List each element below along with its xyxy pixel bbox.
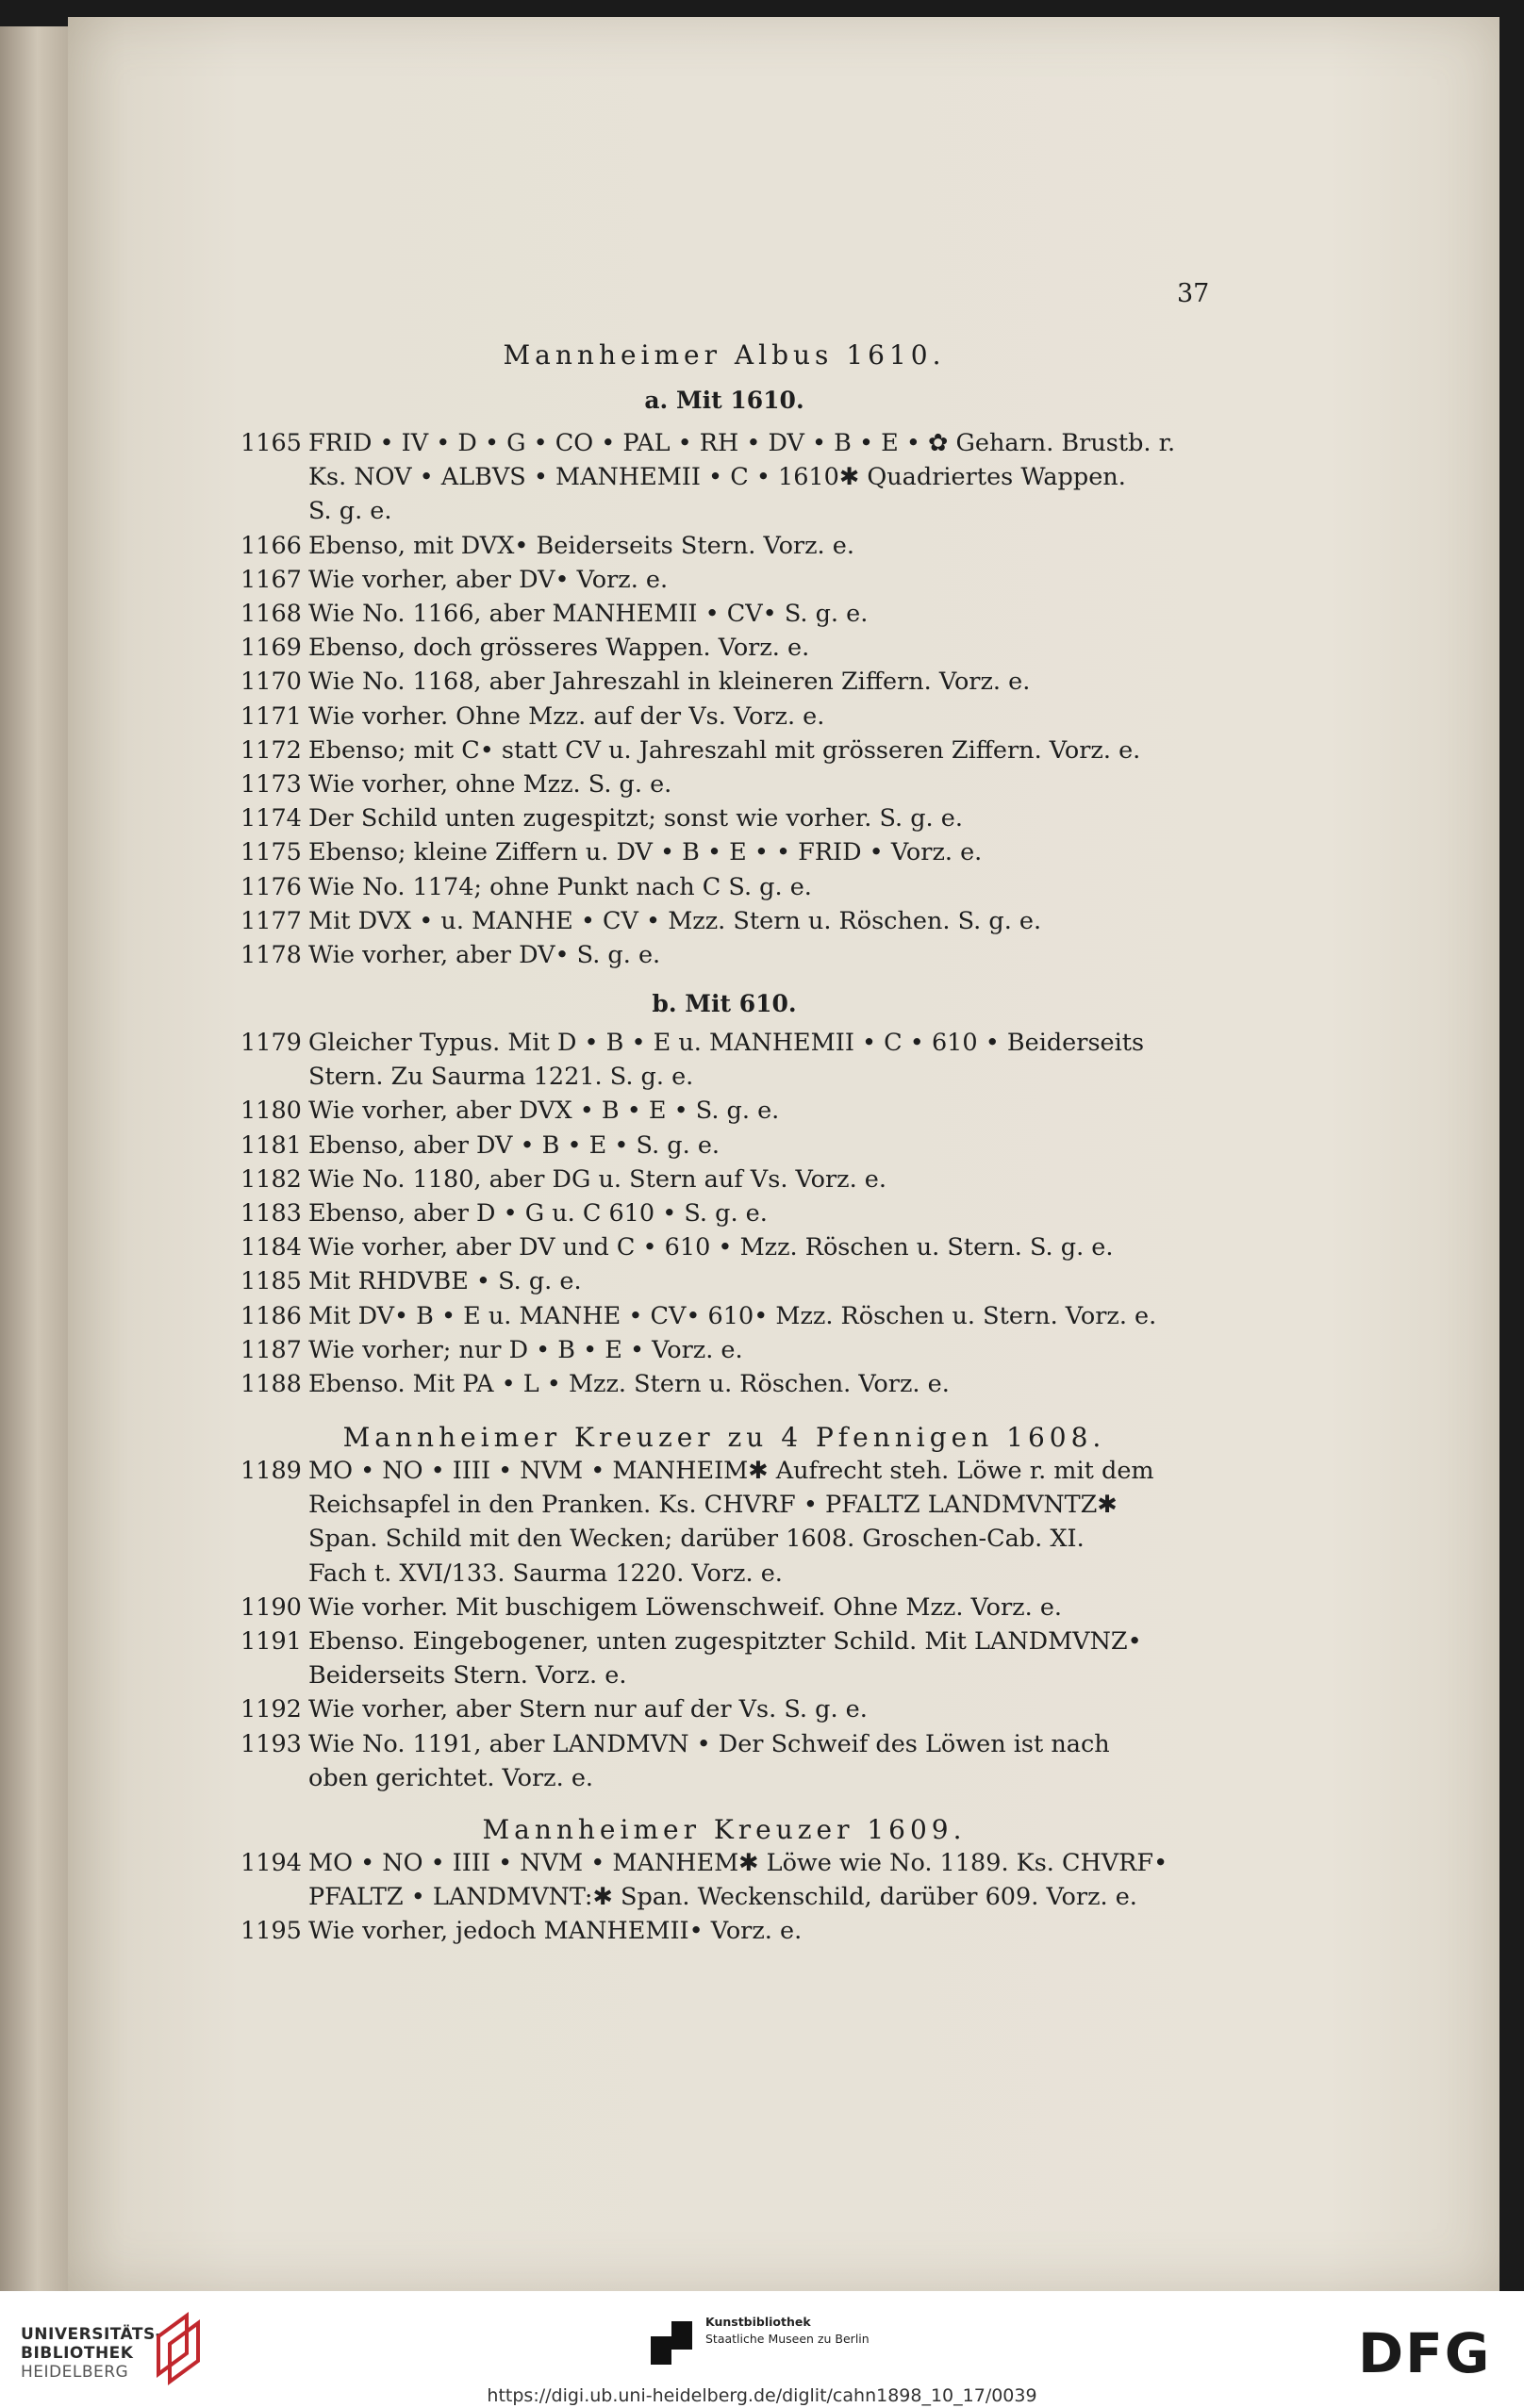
entry-text-line: Ebenso, aber D • G u. C 610 • S. g. e. xyxy=(308,1199,768,1228)
entry-text-line: MO • NO • IIII • NVM • MANHEM✱ Löwe wie No. 1189. Ks. CHVRF• xyxy=(308,1849,1168,1877)
entry-number: 1182 xyxy=(240,1164,302,1194)
page-number: 37 xyxy=(1177,279,1210,308)
entry-text-line: Wie vorher, ohne Mzz. S. g. e. xyxy=(308,770,672,799)
entry-number: 1195 xyxy=(240,1917,302,1946)
entry-text-line: Wie No. 1191, aber LANDMVN • Der Schweif des Löwen ist nach xyxy=(308,1729,1110,1758)
entry-number: 1172 xyxy=(240,735,302,765)
dfg-logo[interactable]: DFG xyxy=(1358,2321,1492,2385)
entry-number: 1180 xyxy=(240,1097,302,1126)
entry-number: 1183 xyxy=(240,1199,302,1228)
entry-text-line: Wie vorher, jedoch MANHEMII• Vorz. e. xyxy=(308,1917,803,1946)
entry-text-line: Gleicher Typus. Mit D • B • E u. MANHEMII • C • 610 • Beiderseits xyxy=(308,1029,1145,1057)
entry-text-line: Ks. NOV • ALBVS • MANHEMII • C • 1610✱ Quadriertes Wappen. xyxy=(308,463,1126,492)
kunstbibliothek-icon xyxy=(651,2319,698,2367)
entry-text-line: Stern. Zu Saurma 1221. S. g. e. xyxy=(308,1063,694,1092)
subsection-mit-1610: a. Mit 1610. xyxy=(644,387,804,414)
entry-text-line: MO • NO • IIII • NVM • MANHEIM✱ Aufrecht steh. Löwe r. mit dem xyxy=(308,1457,1154,1485)
entry-text-line: Wie vorher, aber DV• Vorz. e. xyxy=(308,565,669,594)
entry-number: 1194 xyxy=(240,1849,302,1877)
entry-text-line: S. g. e. xyxy=(308,497,392,526)
kunstbibliothek-logo[interactable] xyxy=(705,2314,870,2348)
entry-number: 1169 xyxy=(240,634,302,663)
entry-number: 1178 xyxy=(240,941,302,969)
entry-number: 1171 xyxy=(240,701,302,731)
entry-text-line: Fach t. XVI/133. Saurma 1220. Vorz. e. xyxy=(308,1559,783,1588)
entry-number: 1174 xyxy=(240,804,302,833)
entry-number: 1193 xyxy=(240,1729,302,1758)
entry-number: 1170 xyxy=(240,668,302,697)
entry-text-line: Ebenso; kleine Ziffern u. DV • B • E • • FRID • Vorz. e. xyxy=(308,838,983,867)
entry-number: 1173 xyxy=(240,770,302,799)
entry-text-line: Wie vorher, aber DVX • B • E • S. g. e. xyxy=(308,1097,780,1126)
section-title-kreuzer-1608: Mannheimer Kreuzer zu 4 Pfennigen 1608. xyxy=(342,1422,1106,1453)
entry-number: 1187 xyxy=(240,1335,302,1364)
entry-text-line: Wie No. 1168, aber Jahreszahl in kleineren Ziffern. Vorz. e. xyxy=(308,668,1031,697)
entry-number: 1175 xyxy=(240,838,302,867)
entry-number: 1184 xyxy=(240,1233,302,1262)
entry-number: 1188 xyxy=(240,1370,302,1398)
entry-text-line: oben gerichtet. Vorz. e. xyxy=(308,1763,594,1792)
entry-text-line: PFALTZ • LANDMVNT:✱ Span. Weckenschild, darüber 609. Vorz. e. xyxy=(308,1883,1137,1912)
library-name-line2: BIBLIOTHEK xyxy=(21,2344,134,2363)
entry-text-line: Wie vorher; nur D • B • E • Vorz. e. xyxy=(308,1335,743,1364)
entry-text-line: Wie vorher, aber Stern nur auf der Vs. S. g. e. xyxy=(308,1695,868,1724)
entry-text-line: Reichsapfel in den Pranken. Ks. CHVRF • PFALTZ LANDMVNTZ✱ xyxy=(308,1491,1118,1520)
entry-number: 1191 xyxy=(240,1627,302,1656)
entry-text-line: Wie No. 1174; ohne Punkt nach C S. g. e. xyxy=(308,872,812,901)
entry-text-line: Wie vorher, aber DV und C • 610 • Mzz. Röschen u. Stern. S. g. e. xyxy=(308,1233,1114,1262)
entry-text-line: Ebenso. Mit PA • L • Mzz. Stern u. Röschen. Vorz. e. xyxy=(308,1370,950,1398)
entry-text-line: Ebenso, aber DV • B • E • S. g. e. xyxy=(308,1130,721,1160)
source-url[interactable]: https://digi.ub.uni-heidelberg.de/diglit/cahn1898_10_17/0039 xyxy=(487,2385,1037,2406)
entry-text-line: FRID • IV • D • G • CO • PAL • RH • DV • B • E • ✿ Geharn. Brustb. r. xyxy=(308,429,1176,457)
entry-text-line: Ebenso; mit C• statt CV u. Jahreszahl mit grösseren Ziffern. Vorz. e. xyxy=(308,735,1141,765)
entry-number: 1189 xyxy=(240,1457,302,1485)
entry-number: 1192 xyxy=(240,1695,302,1724)
entry-number: 1167 xyxy=(240,565,302,594)
entry-number: 1181 xyxy=(240,1130,302,1160)
entry-text-line: Wie vorher. Mit buschigem Löwenschweif. Ohne Mzz. Vorz. e. xyxy=(308,1592,1063,1622)
entry-text-line: Ebenso, mit DVX• Beiderseits Stern. Vorz. e. xyxy=(308,531,854,560)
entry-text-line: Wie No. 1180, aber DG u. Stern auf Vs. Vorz. e. xyxy=(308,1164,886,1194)
entry-number: 1168 xyxy=(240,600,302,628)
library-mark-icon xyxy=(149,2308,215,2389)
entry-text-line: Mit DV• B • E u. MANHE • CV• 610• Mzz. Röschen u. Stern. Vorz. e. xyxy=(308,1301,1157,1330)
entry-number: 1166 xyxy=(240,531,302,560)
entry-number: 1185 xyxy=(240,1267,302,1296)
library-name-line3: HEIDELBERG xyxy=(21,2363,129,2382)
entry-number: 1165 xyxy=(240,429,302,457)
library-name-line1: UNIVERSITÄTS- xyxy=(21,2325,163,2344)
entry-number: 1186 xyxy=(240,1301,302,1330)
entry-text-line: Beiderseits Stern. Vorz. e. xyxy=(308,1661,627,1691)
entry-text-line: Wie vorher. Ohne Mzz. auf der Vs. Vorz. e. xyxy=(308,701,825,731)
entry-text-line: Der Schild unten zugespitzt; sonst wie vorher. S. g. e. xyxy=(308,804,963,833)
entry-number: 1177 xyxy=(240,906,302,935)
section-title-kreuzer-1609: Mannheimer Kreuzer 1609. xyxy=(482,1814,967,1845)
entry-text-line: Mit DVX • u. MANHE • CV • Mzz. Stern u. Röschen. S. g. e. xyxy=(308,906,1042,935)
entry-number: 1176 xyxy=(240,872,302,901)
entry-text-line: Mit RHDVBE • S. g. e. xyxy=(308,1267,582,1296)
kb-subtitle: Staatliche Museen zu Berlin xyxy=(705,2332,870,2346)
entry-text-line: Ebenso, doch grösseres Wappen. Vorz. e. xyxy=(308,634,810,663)
entry-text-line: Wie vorher, aber DV• S. g. e. xyxy=(308,941,661,969)
entry-text-line: Ebenso. Eingebogener, unten zugespitzter Schild. Mit LANDMVNZ• xyxy=(308,1627,1142,1656)
entry-text-line: Span. Schild mit den Wecken; darüber 1608. Groschen-Cab. XI. xyxy=(308,1525,1085,1554)
entry-number: 1179 xyxy=(240,1029,302,1057)
kb-name: Kunstbibliothek xyxy=(705,2315,811,2329)
subsection-mit-610: b. Mit 610. xyxy=(652,990,797,1017)
entry-number: 1190 xyxy=(240,1592,302,1622)
section-title-albus: Mannheimer Albus 1610. xyxy=(503,339,946,371)
entry-text-line: Wie No. 1166, aber MANHEMII • CV• S. g. e. xyxy=(308,600,869,628)
page-edge xyxy=(0,26,68,2291)
